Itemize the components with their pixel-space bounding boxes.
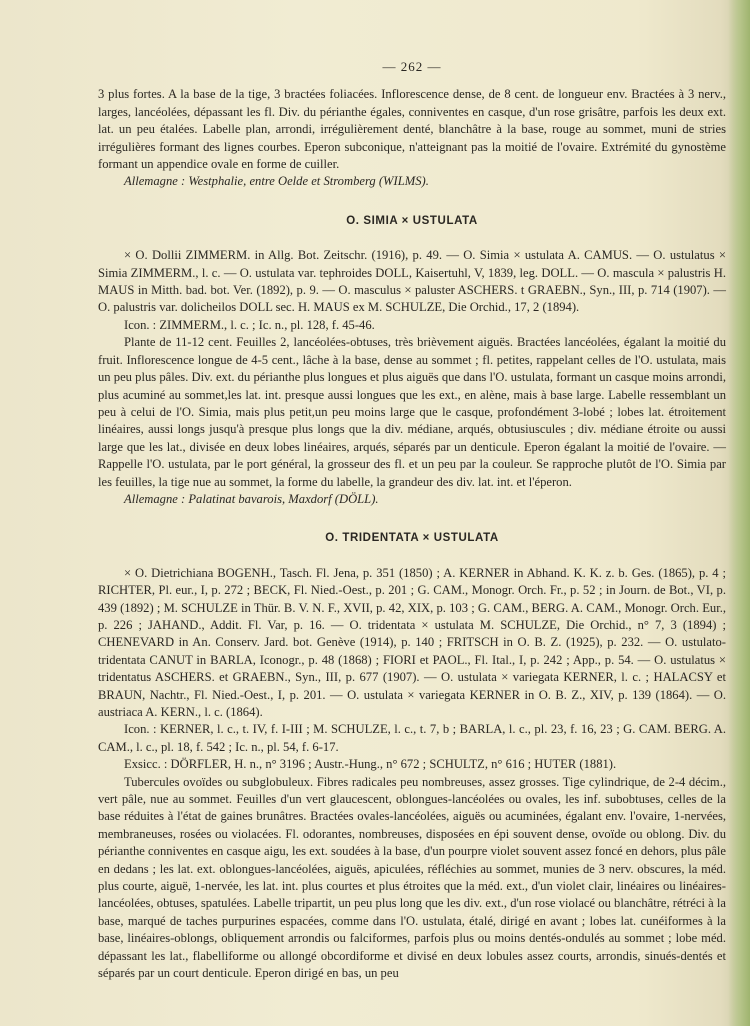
exsiccata-reference: Exsicc. : DÖRFLER, H. n., n° 3196 ; Austr.-Hung., n° 672 ; SCHULTZ, n° 616 ; HUTER (1881). (124, 757, 617, 772)
page-edge-shadow (728, 0, 750, 1026)
synonymy-paragraph: × O. Dietrichiana BOGENH., Tasch. Fl. Jena, p. 351 (1850) ; A. KERNER in Abhand. K. K. z. b. Ges. (1865), p. 4 ; RICHTER, Pl. eur., I, p. 272 ; BECK, Fl. Nied.-Oest., p. 201 ; G. CAM., Monogr. Orch. Fr., p. 52 ; in Journ. de Bot., VI, p. 439 (1892) ; M. SCHULZE in Thür. B. V. N. F., XVII, p. 42, XIX, p. 103 ; G. CAM., BERG. A. CAM., Monogr. Orch. Eur., p. 226 ; JAHAND., Addit. Fl. Var, p. 16. — O. tridentata × ustulata M. SCHULZE, Die Orchid., n° 7, 3 (1894) ; CHENEVARD in An. Conserv. Jard. bot. Genève (1914), p. 140 ; FRITSCH in O. B. Z. (1925), p. 232. — O. ustulato-tridentata CANUT in BARLA, Iconogr., p. 48 (1868) ; FIORI et PAOL., Fl. Ital., I, p. 242 ; App., p. 54. — O. ustulatus × tridentatus ASCHERS. et GRAEBN., Syn., III, p. 677 (1907). — O. ustulata × variegata KERNER, l. c. ; HALACSY et BRAUN, Nachtr., Fl. Nied.-Oest., I, p. 201. — O. ustulata × variegata KERNER in O. B. Z., XIV, p. 139 (1864). — O. austriaca A. KERN., l. c. (1864). (98, 565, 726, 719)
synonymy-paragraph: × O. Dollii ZIMMERM. in Allg. Bot. Zeitschr. (1916), p. 49. — O. Simia × ustulata A. CAMUS. — O. ustulatus × Simia ZIMMERM., l. c. — O. ustulata var. tephroides DOLL, Kaisertuhl, V, 1839, leg. DOLL. — O. mascula × palustris H. MAUS in Mitth. bad. bot. Ver. (1892), p. 9. — O. masculus × paluster ASCHERS. t GRAEBN., Syn., III, p. 714 (1907). — O. palustris var. dolicheilos DOLL sec. H. MAUS ex M. SCHULZE, Die Orchid., 17, 2 (1894). (98, 248, 726, 315)
page-content (98, 58, 726, 983)
locality: Allemagne : Westphalie, entre Oelde et Stromberg (WILMS). (124, 174, 429, 189)
description-paragraph: Plante de 11-12 cent. Feuilles 2, lancéolées-obtuses, très brièvement aiguës. Bractées lancéolées, égalant la moitié du fruit. Inflorescence longue de 4-5 cent., lâche à la base, dense au sommet ; fl. petites, rappelant celles de l'O. ustulata, mais un peu plus pâles. Div. ext. du périanthe plus longues et plus aiguës que dans l'O. ustulata, formant un casque moins arrondi, plus acuminé au sommet,les lat. int. presque aussi longues que les ext., en alène, mais à base large. Labelle ressemblant un peu à celui de l'O. Simia, mais plus petit,un peu moins large que le casque, profondément 3-lobé ; lobes lat. étroitement linéaires, aussi longs jusqu'à presque plus longs que la div. médiane, arqués, obtusiuscules ; div. médiane étroite ou aussi large que les lat., divisée en deux lobes linéaires, arqués, séparés par un denticule. Eperon égalant la moitié de l'ovaire. — Rappelle l'O. ustulata, par le port général, la grosseur des fl. et un peu par la couleur. Se rapproche plutôt de l'O. Simia par les feuilles, la tige nue au sommet, la forme du labelle, la grandeur des div. lat. int. et l'éperon. (98, 335, 726, 489)
icon-reference: Icon. : ZIMMERM., l. c. ; Ic. n., pl. 128, f. 45-46. (124, 317, 375, 332)
description-paragraph: Tubercules ovoïdes ou subglobuleux. Fibres radicales peu nombreuses, assez grosses. Tige cylindrique, de 2-4 décim., vert pâle, nue au sommet. Feuilles d'un vert glaucescent, oblongues-lancéolées ou ovales, les inf. subobtuses, celles de la base réduites à l'état de gaines brunâtres. Bractées ovales-lancéolées, aiguës ou acuminées, égalant env. l'ovaire, 1-nervées, membraneuses, rosées ou violacées. Fl. odorantes, nombreuses, disposées en épi souvent dense, ovoïde ou oblong. Div. du périanthe conniventes en casque aigu, les ext. soudées à la base, d'un pourpre violet souvent assez foncé en dehors, plus pâle en dedans ; les lat. ext. oblongues-lancéolées, aiguës, apiculées, réfléchies au sommet, munies de 3 nerv. obscures, la méd. plus courte, aiguë, 1-nervée, les lat. int. plus courtes et plus étroites que la méd. ext., d'un violet clair, linéaires ou linéaires-lancéolées, obtuses, spatulées. Labelle tripartit, un peu plus long que les div. ext., d'un rose violacé ou blanchâtre, rétréci à la base, marqué de taches purpurines espacées, comme dans l'O. ustulata, étalé, dirigé en avant ; lobes lat. cunéiformes à la base, linéaires-oblongs, obliquement arrondis ou falciformes, parfois plus ou moins dentés-ondulés au sommet ; lobe méd. dépassant les lat., flabelliforme ou allongé obcordiforme et divisé en deux lobules assez courts, arrondis, sinués-dentés et séparés par un court denticule. Eperon dirigé en bas, un peu (98, 774, 726, 981)
icon-reference: Icon. : KERNER, l. c., t. IV, f. I-III ; M. SCHULZE, l. c., t. 7, b ; BARLA, l. c., pl. 23, f. 16, 23 ; G. CAM. BERG. A. CAM., l. c., pl. 18, f. 542 ; Ic. n., pl. 54, f. 6-17. (98, 722, 726, 754)
locality: Allemagne : Palatinat bavarois, Maxdorf (DÖLL). (124, 491, 379, 506)
page-number: — 262 — (382, 59, 442, 74)
paragraph: 3 plus fortes. A la base de la tige, 3 bractées foliacées. Inflorescence dense, de 8 cent. de longueur env. Bractées à 3 nerv., larges, lancéolées, dépassant les fl. Div. du périanthe égales, conniventes en casque, d'un rose grisâtre, parfois les deux ext. lat. un peu étalées. Labelle plan, arrondi, irrégulièrement denté, blanchâtre à la base, rouge au sommet, muni de stries irrégulières formant des lignes courbes. Eperon subconique, n'atteignant pas la moitié de l'ovaire. Extrémité du gynostème formant un appendice ovale en forme de cuiller. (98, 87, 726, 172)
section-heading: O. TRIDENTATA × USTULATA (325, 532, 499, 545)
section-heading: O. SIMIA × USTULATA (346, 214, 478, 227)
